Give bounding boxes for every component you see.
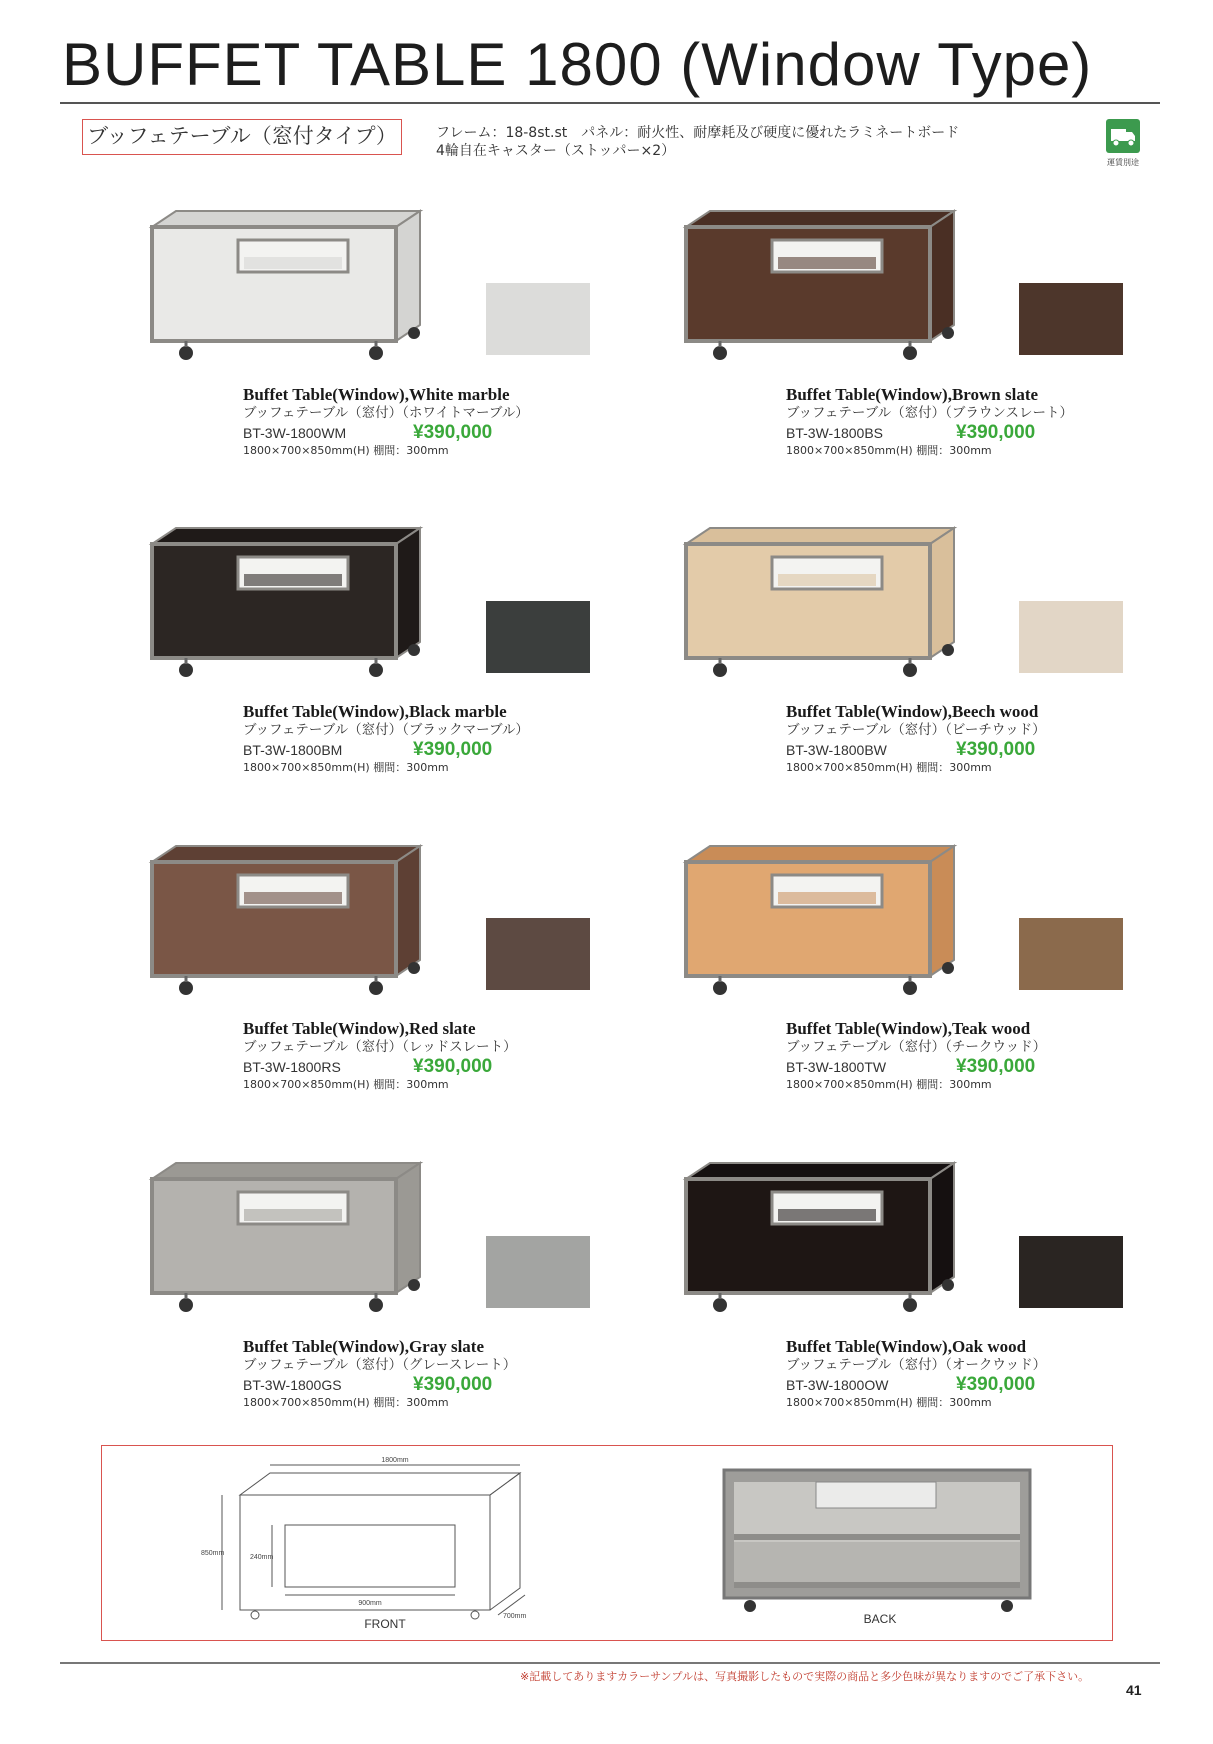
product-code-row bbox=[786, 739, 1186, 761]
product-name-jp: ブッフェテーブル（窓付）（ブラウンスレート） bbox=[786, 405, 1074, 421]
front-dimension-drawing bbox=[200, 1455, 560, 1630]
product-price: ¥390,000 bbox=[956, 1056, 1036, 1077]
product-table-image bbox=[682, 1157, 962, 1322]
product-name-en: Buffet Table(Window),Beech wood bbox=[786, 702, 1039, 721]
product-code-row bbox=[243, 1056, 643, 1078]
spec-line-1: フレーム：18-8st.st パネル：耐火性、耐摩耗及び硬度に優れたラミネートボード bbox=[436, 125, 960, 141]
title-divider bbox=[60, 102, 1160, 104]
product-code-row bbox=[243, 739, 643, 761]
color-swatch bbox=[1019, 601, 1123, 673]
product-name-en: Buffet Table(Window),Black marble bbox=[243, 702, 507, 721]
product-name-jp: ブッフェテーブル（窓付）（ブラックマーブル） bbox=[243, 722, 529, 738]
shipping-label: 運賃別途 bbox=[1107, 158, 1139, 167]
product-table-image bbox=[148, 522, 428, 687]
product-name-en: Buffet Table(Window),Teak wood bbox=[786, 1019, 1031, 1038]
dim-window-height-label: 240mm bbox=[250, 1554, 274, 1561]
color-swatch bbox=[486, 918, 590, 990]
product-dimensions: 1800×700×850mm(H) 棚間：300mm bbox=[786, 1078, 992, 1091]
product-caption bbox=[243, 1019, 643, 1092]
product-name-jp: ブッフェテーブル（窓付）（ホワイトマーブル） bbox=[243, 405, 529, 421]
page-title: BUFFET TABLE 1800 (Window Type) bbox=[62, 31, 1093, 98]
product-table-image bbox=[148, 840, 428, 1005]
product-name-jp: ブッフェテーブル（窓付）（レッドスレート） bbox=[243, 1039, 517, 1055]
front-label: FRONT bbox=[364, 1617, 406, 1631]
product-table-image bbox=[682, 840, 962, 1005]
product-name-en: Buffet Table(Window),Brown slate bbox=[786, 385, 1039, 404]
product-caption bbox=[786, 1337, 1186, 1410]
product-name-en: Buffet Table(Window),Gray slate bbox=[243, 1337, 485, 1356]
product-name-en: Buffet Table(Window),Red slate bbox=[243, 1019, 476, 1038]
color-swatch bbox=[486, 283, 590, 355]
product-price: ¥390,000 bbox=[413, 1374, 493, 1395]
dim-width-label: 1800mm bbox=[381, 1457, 409, 1464]
product-caption bbox=[243, 1337, 643, 1410]
product-dimensions: 1800×700×850mm(H) 棚間：300mm bbox=[243, 1078, 449, 1091]
product-name-jp: ブッフェテーブル（窓付）（チークウッド） bbox=[786, 1039, 1047, 1055]
product-code: BT-3W-1800BW bbox=[786, 742, 887, 758]
product-caption bbox=[786, 702, 1186, 775]
product-code: BT-3W-1800GS bbox=[243, 1377, 342, 1393]
product-code: BT-3W-1800BM bbox=[243, 742, 343, 758]
dim-depth-label: 700mm bbox=[503, 1613, 527, 1620]
product-table-image bbox=[148, 205, 428, 370]
japanese-title-box: ブッフェテーブル（窓付タイプ） bbox=[82, 119, 402, 155]
product-caption bbox=[243, 702, 643, 775]
product-dimensions: 1800×700×850mm(H) 棚間：300mm bbox=[243, 761, 449, 774]
color-disclaimer: ※記載してありますカラーサンプルは、写真撮影したもので実際の商品と多少色味が異なりますのでご了承下さい。 bbox=[520, 1670, 1090, 1683]
product-code-row bbox=[786, 1056, 1186, 1078]
product-caption bbox=[786, 1019, 1186, 1092]
product-code: BT-3W-1800TW bbox=[786, 1059, 887, 1075]
truck-icon bbox=[1106, 119, 1140, 153]
product-price: ¥390,000 bbox=[956, 739, 1036, 760]
color-swatch bbox=[1019, 918, 1123, 990]
product-price: ¥390,000 bbox=[956, 1374, 1036, 1395]
product-code: BT-3W-1800WM bbox=[243, 425, 347, 441]
back-view-image bbox=[720, 1462, 1040, 1618]
product-table-image bbox=[682, 205, 962, 370]
product-dimensions: 1800×700×850mm(H) 棚間：300mm bbox=[786, 444, 992, 457]
product-code-row bbox=[786, 422, 1186, 444]
product-code: BT-3W-1800BS bbox=[786, 425, 884, 441]
color-swatch bbox=[486, 1236, 590, 1308]
dim-window-width-label: 900mm bbox=[358, 1600, 382, 1607]
color-swatch bbox=[1019, 1236, 1123, 1308]
product-caption bbox=[243, 385, 643, 458]
product-code-row bbox=[243, 422, 643, 444]
product-table-image bbox=[682, 522, 962, 687]
product-name-jp: ブッフェテーブル（窓付）（オークウッド） bbox=[786, 1357, 1047, 1373]
product-code: BT-3W-1800OW bbox=[786, 1377, 889, 1393]
product-dimensions: 1800×700×850mm(H) 棚間：300mm bbox=[243, 1396, 449, 1409]
product-price: ¥390,000 bbox=[413, 422, 493, 443]
spec-line-2: 4輪自在キャスター（ストッパー×2） bbox=[436, 143, 676, 159]
page-number: 41 bbox=[1126, 1682, 1142, 1698]
back-label: BACK bbox=[863, 1612, 897, 1626]
product-name-jp: ブッフェテーブル（窓付）（ビーチウッド） bbox=[786, 722, 1046, 738]
product-name-en: Buffet Table(Window),White marble bbox=[243, 385, 510, 404]
footer-divider bbox=[60, 1662, 1160, 1664]
product-price: ¥390,000 bbox=[956, 422, 1036, 443]
dim-height-label: 850mm bbox=[201, 1550, 225, 1557]
color-swatch bbox=[486, 601, 590, 673]
product-dimensions: 1800×700×850mm(H) 棚間：300mm bbox=[786, 1396, 992, 1409]
product-price: ¥390,000 bbox=[413, 1056, 493, 1077]
product-dimensions: 1800×700×850mm(H) 棚間：300mm bbox=[786, 761, 992, 774]
product-table-image bbox=[148, 1157, 428, 1322]
product-price: ¥390,000 bbox=[413, 739, 493, 760]
product-caption bbox=[786, 385, 1186, 458]
product-name-jp: ブッフェテーブル（窓付）（グレースレート） bbox=[243, 1357, 517, 1373]
color-swatch bbox=[1019, 283, 1123, 355]
product-code-row bbox=[786, 1374, 1186, 1396]
product-dimensions: 1800×700×850mm(H) 棚間：300mm bbox=[243, 444, 449, 457]
product-code-row bbox=[243, 1374, 643, 1396]
product-name-en: Buffet Table(Window),Oak wood bbox=[786, 1337, 1027, 1356]
product-code: BT-3W-1800RS bbox=[243, 1059, 341, 1075]
